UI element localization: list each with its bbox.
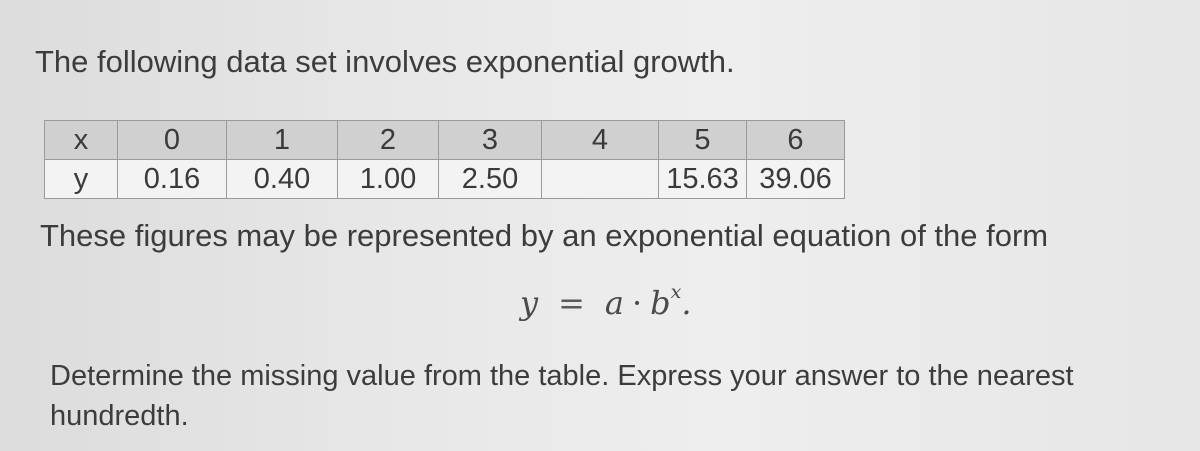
equation-equals: = [558,284,585,322]
data-table [44,120,845,199]
y-cell-missing [542,160,659,199]
y-header: y [45,160,118,199]
intro-text: The following data set involves exponential growth. [35,44,735,79]
x-header: x [45,121,118,160]
question-text: Determine the missing value from the table. Express your answer to the nearest hundredth. [50,360,1074,432]
x-cell: 5 [659,121,747,160]
equation-exponent: x [670,281,682,304]
x-cell: 6 [747,121,845,160]
x-cell: 0 [118,121,227,160]
y-cell: 39.06 [747,160,845,199]
x-cell: 2 [338,121,439,160]
equation-b: b [650,284,671,322]
table-row-x [45,121,845,160]
y-cell: 1.00 [338,160,439,199]
y-cell: 0.16 [118,160,227,199]
equation-dot: · [631,284,643,322]
exponential-equation [520,281,692,322]
x-cell: 3 [439,121,542,160]
equation-a: a [604,284,624,322]
x-cell: 1 [227,121,338,160]
y-cell: 2.50 [439,160,542,199]
equation-lhs: y [520,284,539,322]
equation-end: . [681,284,692,322]
y-cell: 0.40 [227,160,338,199]
description-text: These figures may be represented by an exponential equation of the form [40,218,1049,253]
table-row-y [45,160,845,199]
y-cell: 15.63 [659,160,747,199]
x-cell: 4 [542,121,659,160]
